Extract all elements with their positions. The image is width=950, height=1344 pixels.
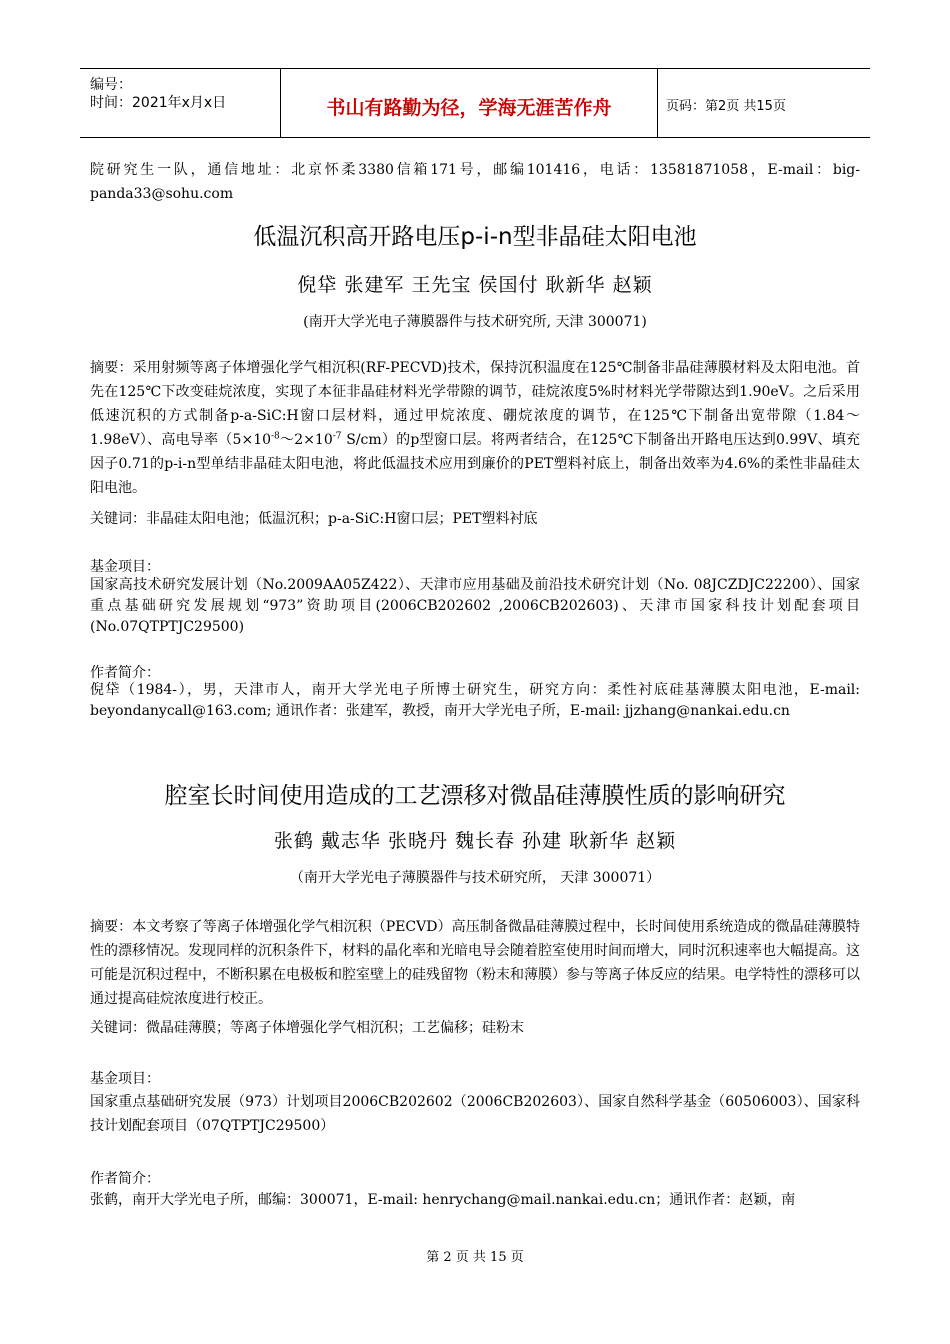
article1-author-label: 作者简介： — [90, 665, 160, 681]
motto: 书山有路勤为径，学海无涯苦作舟 — [326, 97, 612, 119]
exponent: -7 — [332, 431, 342, 442]
page-label: 页码：第2页 共15页 — [666, 99, 786, 114]
article2-fund-text: 国家重点基础研究发展（973）计划项目2006CB202602（2006CB202603）、国家自然科学基金（60506003）、国家科技计划配套项目（07QTPTJC29500） — [90, 1094, 860, 1134]
keywords-text: 非晶硅太阳电池；低温沉积；p-a-SiC:H窗口层；PET塑料衬底 — [146, 511, 538, 527]
page-header — [80, 68, 870, 138]
article2-keywords — [90, 1016, 860, 1040]
article2-title: 腔室长时间使用造成的工艺漂移对微晶硅薄膜性质的影响研究 — [164, 783, 786, 809]
article2-author-text: 张鹤，南开大学光电子所，邮编：300071，E-mail: henrychang@mail.nankai.edu.cn；通讯作者：赵颖，南 — [90, 1192, 796, 1208]
article1-fund-label: 基金项目： — [90, 559, 160, 575]
article2-fund-label: 基金项目： — [90, 1071, 160, 1087]
header-info-cell — [80, 69, 281, 137]
article2-authors: 张鹤 戴志华 张晓丹 魏长春 孙建 耿新华 赵颖 — [273, 830, 677, 852]
abstract-text: 采用射频等离子体增强化学气相沉积(RF-PECVD)技术，保持沉积温度在125℃制备非晶硅薄膜材料及太阳电池。首先在125℃下改变硅烷浓度，实现了本征非晶硅材料光学带隙的调节，硅烷浓度5%时材料光学带隙达到1.90eV。之后采用低速沉积的方式制备p-a-SiC:H窗口层材料，通过甲烷浓度、硼烷浓度的调节，在125℃下制备出宽带隙（1.84～1.98eV）、高电导率（5×10 — [90, 360, 860, 448]
header-motto-cell — [281, 69, 658, 137]
page-footer: 第 2 页 共 15 页 — [426, 1250, 524, 1265]
keywords-text: 微晶硅薄膜；等离子体增强化学气相沉积；工艺偏移；硅粉末 — [146, 1020, 524, 1036]
exponent: -8 — [271, 431, 280, 442]
article1-fund-text: 国家高技术研究发展计划（No.2009AA05Z422）、天津市应用基础及前沿技术研究计划（No. 08JCZDJC22200）、国家重点基础研究发展规划“973”资助项目(2006CB202602 ,2006CB202603)、天津市国家科技计划配套项目(No.07QTPTJC29500) — [90, 577, 860, 635]
abstract-text: S/cm）的p型窗口层。将两者结合，在125℃下制备出开路电压达到0.99V、填充因子0.71的p-i-n型单结非晶硅太阳电池，将此低温技术应用到廉价的PET塑料衬底上，制备出效率为4.6%的柔性非晶硅太阳电池。 — [90, 432, 860, 496]
header-page-cell — [658, 69, 870, 137]
article1-authors: 倪牮 张建军 王先宝 侯国付 耿新华 赵颖 — [297, 274, 653, 296]
abstract-label: 摘要： — [90, 360, 133, 376]
article1-abstract — [90, 356, 860, 500]
abstract-text: 本文考察了等离子体增强化学气相沉积（PECVD）高压制备微晶硅薄膜过程中，长时间使用系统造成的微晶硅薄膜特性的漂移情况。发现同样的沉积条件下，材料的晶化率和光暗电导会随着腔室使用时间而增大，同时沉积速率也大幅提高。这可能是沉积过程中，不断积累在电极板和腔室壁上的硅残留物（粉末和薄膜）参与等离子体反应的结果。电学特性的漂移可以通过提高硅烷浓度进行校正。 — [90, 919, 861, 1007]
article1-keywords — [90, 507, 860, 531]
abstract-label: 摘要： — [90, 919, 133, 935]
article1-title: 低温沉积高开路电压p-i-n型非晶硅太阳电池 — [253, 224, 697, 250]
date-label: 时间：2021年x月x日 — [90, 95, 227, 111]
article2-abstract — [90, 915, 860, 1011]
number-label: 编号： — [90, 77, 132, 93]
article1-author-text: 倪牮（1984-），男，天津市人，南开大学光电子所博士研究生，研究方向：柔性衬底硅基薄膜太阳电池，E-mail: beyondanycall@163.com; 通讯作者：张建军，教授，南开大学光电子所，E-mail: jjzhang@nankai.edu.cn — [90, 682, 860, 719]
article2-author-label: 作者简介： — [90, 1171, 160, 1187]
article2-affiliation: （南开大学光电子薄膜器件与技术研究所， 天津 300071） — [289, 870, 661, 886]
abstract-text: ～2×10 — [279, 432, 333, 448]
keywords-label: 关键词： — [90, 511, 146, 527]
article1-affiliation: (南开大学光电子薄膜器件与技术研究所, 天津 300071) — [303, 314, 647, 330]
intro-line: 院研究生一队，通信地址：北京怀柔3380信箱171号，邮编101416，电话：13581871058，E-mail：big-panda33@sohu.com — [90, 162, 860, 202]
keywords-label: 关键词： — [90, 1020, 146, 1036]
